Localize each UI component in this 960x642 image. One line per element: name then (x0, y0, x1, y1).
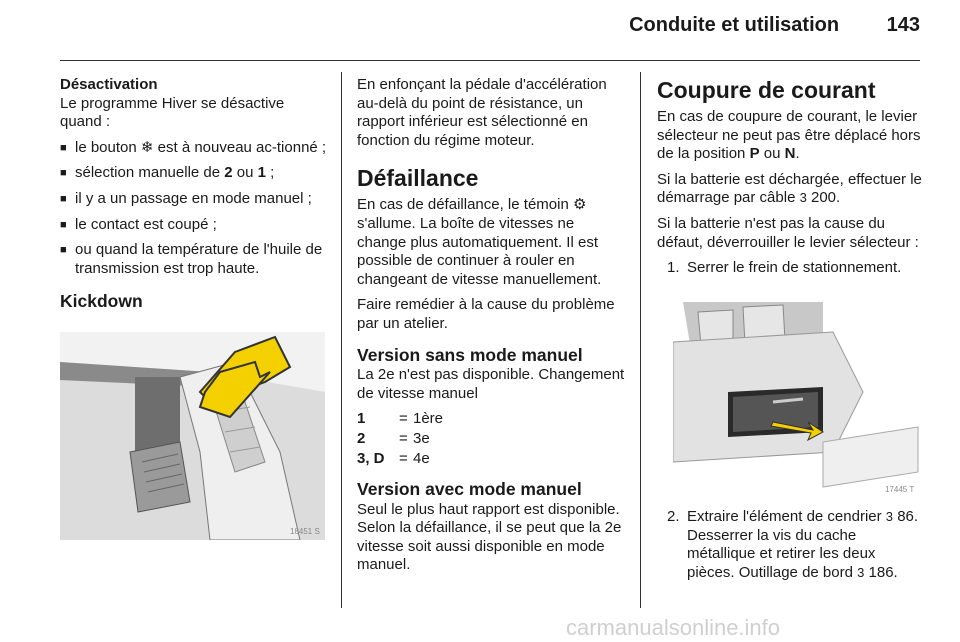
list-item: ■ sélection manuelle de 2 ou 1 ; (60, 164, 330, 183)
reference-arrow-icon: 3 (885, 509, 894, 524)
list-item: ■ il y a un passage en mode manuel ; (60, 190, 330, 209)
page-header (629, 14, 920, 37)
section-title: Conduite et utilisation (629, 14, 840, 36)
warning-lamp-icon: ⚙ (572, 196, 587, 214)
failure-heading: Défaillance (357, 165, 479, 192)
no-manual-heading: Version sans mode manuel (357, 344, 583, 365)
reference-arrow-icon: 3 (857, 564, 865, 580)
figure-code: 17445 T (885, 485, 915, 494)
column-right (657, 76, 925, 284)
watermark: carmanualsonline.info (566, 615, 781, 640)
ashtray-figure (673, 302, 923, 497)
steps-list-2 (657, 508, 925, 588)
power-cut-text: En cas de coupure de courant, le levier sélecteur ne peut pas être déplacé hors de la position P ou N. (657, 108, 921, 163)
kickdown-heading: Kickdown (60, 291, 143, 312)
list-item: 2. Extraire l'élément de cendrier 3 86. Desserrer la vis du cache métallique et retirer les deux pièces. Outillage de bord 3 186. (667, 508, 919, 581)
gear-table: 1 = 1ère 2 = 3e 3, D = 4e (357, 410, 444, 467)
kickdown-text: En enfonçant la pédale d'accélération au-delà du point de résistance, un rapport inférieur est sélectionné en fonction du régime moteur. (357, 76, 607, 149)
column-divider-2 (640, 72, 641, 608)
figure-code: 18451 S (290, 527, 320, 536)
power-cut-heading: Coupure de courant (657, 77, 876, 103)
manual-heading: Version avec mode manuel (357, 479, 582, 500)
column-divider-1 (341, 72, 342, 608)
column-middle (357, 76, 625, 582)
unlock-text: Si la batterie n'est pas la cause du défaut, déverrouiller le levier sélecteur : (657, 214, 919, 251)
failure-repair: Faire remédier à la cause du problème par un atelier. (357, 296, 615, 332)
failure-text: En cas de défaillance, le témoin ⚙ s'allume. La boîte de vitesses ne change plus automatiquement. Il est possible de continuer à rouler en changeant de vitesse manuellement. (357, 196, 602, 288)
list-item: ■ le contact est coupé ; (60, 216, 330, 235)
no-manual-text: La 2e n'est pas disponible. Changement de vitesse manuel (357, 366, 625, 402)
manual-text: Seul le plus haut rapport est disponible. Selon la défaillance, il se peut que la 2e vitesse soit aussi disponible en mode manuel. (357, 500, 622, 574)
deactivation-list (60, 139, 330, 279)
deactivation-heading: Désactivation (60, 76, 158, 93)
list-item: ■ ou quand la température de l'huile de transmission est trop haute. (60, 241, 330, 278)
column-left (60, 76, 330, 313)
kickdown-figure (60, 332, 325, 540)
reference-arrow-icon: 3 (799, 190, 807, 206)
list-item: 1. Serrer le frein de stationnement. (667, 259, 902, 277)
battery-text: Si la batterie est déchargée, effectuer le démarrage par câble 3 200. (657, 170, 922, 207)
steps-list-1 (657, 259, 925, 278)
page-number: 143 (886, 14, 920, 36)
deactivation-intro: Le programme Hiver se désactive quand : (60, 94, 285, 131)
list-item: ■ le bouton ❄ est à nouveau ac-tionné ; (60, 139, 330, 158)
header-rule (60, 60, 920, 61)
winter-icon: ❄ (140, 138, 154, 156)
